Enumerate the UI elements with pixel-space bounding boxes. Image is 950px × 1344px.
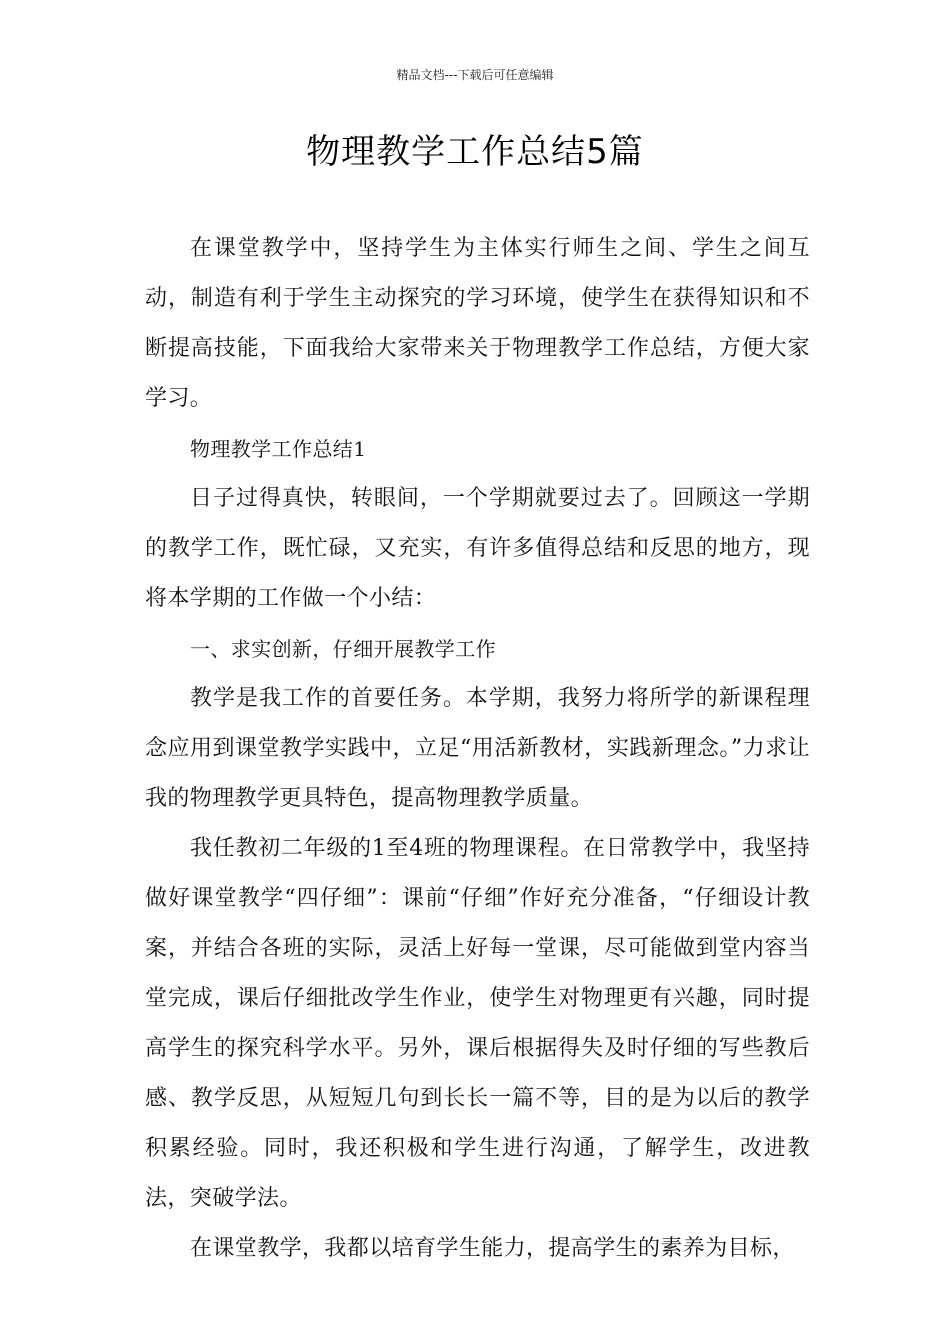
header-note: 精品文档---下载后可任意编辑	[396, 68, 554, 82]
subsection-heading: 一、求实创新，仔细开展教学工作	[190, 637, 496, 661]
body-paragraph: 我任教初二年级的1至4班的物理课程。在日常教学中，我坚持做好课堂教学“四仔细”：课前“仔细”作好充分准备，“仔细设计教案，并结合各班的实际，灵活上好每一堂课，尽可能做到堂内容当堂完成，课后仔细批改学生作业，使学生对物理更有兴趣，同时提高学生的探究科学水平。另外，课后根据得失及时仔细的写些教后感、教学反思，从短短几句到长长一篇不等，目的是为以后的教学积累经验。同时，我还积极和学生进行沟通，了解学生，改进教法，突破学法。	[145, 836, 810, 1211]
document-title: 物理教学工作总结5篇	[306, 132, 644, 172]
document-body	[145, 224, 810, 1274]
section-heading: 物理教学工作总结1	[190, 437, 367, 461]
body-paragraph: 日子过得真快，转眼间，一个学期就要过去了。回顾这一学期的教学工作，既忙碌，又充实，有许多值得总结和反思的地方，现将本学期的工作做一个小结：	[145, 486, 810, 611]
body-paragraph: 教学是我工作的首要任务。本学期，我努力将所学的新课程理念应用到课堂教学实践中，立足“用活新教材，实践新理念。”力求让我的物理教学更具特色，提高物理教学质量。	[145, 686, 810, 811]
body-paragraph: 在课堂教学，我都以培育学生能力，提高学生的素养为目标，	[190, 1236, 795, 1261]
intro-paragraph: 在课堂教学中，坚持学生为主体实行师生之间、学生之间互动，制造有利于学生主动探究的学习环境，使学生在获得知识和不断提高技能，下面我给大家带来关于物理教学工作总结，方便大家学习。	[145, 236, 810, 411]
